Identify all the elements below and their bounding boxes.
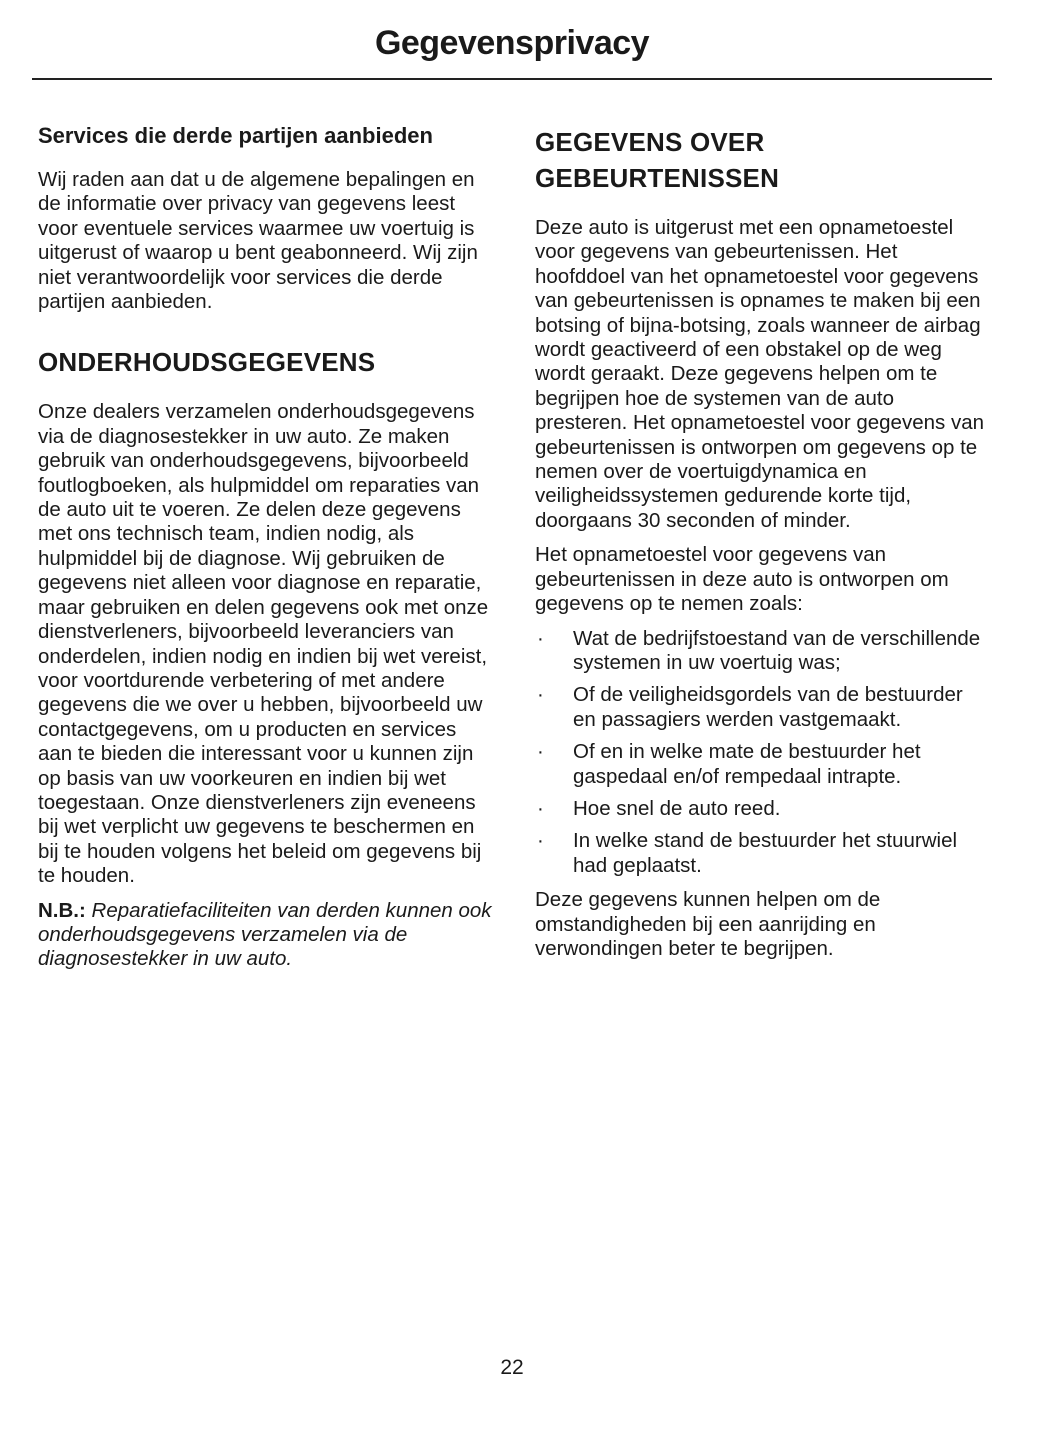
list-item-text: Of de veiligheidsgordels van de bestuurder en passagiers werden vastgemaakt.: [573, 683, 963, 731]
list-item: [535, 797, 987, 821]
event-data-para-1: Deze auto is uitgerust met een opnametoestel voor gegevens van gebeurtenissen. Het hoofddoel van het opnametoestel voor gegevens van gebeurtenissen is opnames te maken bij een botsing of bijna-botsing, zoals wanneer de airbag wordt geactiveerd of een obstakel op de weg wordt geraakt. Deze gegevens helpen om te begrijpen hoe de systemen van de auto presteren. Het opnametoestel voor gegevens van gebeurtenissen is ontworpen om gegevens op te nemen over de voertuigdynamica en veiligheidssystemen gedurende korte tijd, doorgaans 30 seconden of minder.: [535, 216, 984, 532]
bullet-icon: ·: [537, 796, 544, 820]
title-divider: [32, 78, 992, 80]
bullet-icon: ·: [537, 626, 544, 650]
event-data-heading: GEGEVENS OVER GEBEURTENISSEN: [535, 127, 780, 193]
note-label: N.B.:: [38, 898, 86, 922]
right-column: [535, 124, 987, 971]
left-column: [38, 124, 493, 982]
list-item: [535, 627, 987, 676]
list-item-text: Wat de bedrijfstoestand van de verschillende systemen in uw voertuig was;: [573, 626, 981, 674]
event-data-para-3: Deze gegevens kunnen helpen om de omstandigheden bij een aanrijding en verwondingen beter te begrijpen.: [535, 888, 881, 960]
maintenance-data-text: Onze dealers verzamelen onderhoudsgegevens via de diagnosestekker in uw auto. Ze maken gebruik van onderhoudsgegevens, bijvoorbeeld foutlogboeken, als hulpmiddel om reparaties van de auto uit te voeren. Ze delen deze gegevens met ons technisch team, indien nodig, als hulpmiddel bij de diagnose. Wij gebruiken de gegevens niet alleen voor diagnose en reparatie, maar gebruiken en delen gegevens ook met onze dienstverleners, bijvoorbeeld leveranciers van onderdelen, indien nodig en indien bij wet vereist, voor voortdurende verbetering of met andere gegevens die we over u hebben, bijvoorbeeld uw contactgegevens, om u producten en services aan te bieden die interessant voor u kunnen zijn op basis van uw voorkeuren en indien bij wet toegestaan. Onze dienstverleners zijn eveneens bij wet verplicht uw gegevens te beschermen en bij te houden volgens het beleid om gegevens bij te houden.: [38, 400, 489, 888]
list-item: [535, 740, 987, 789]
note-text: Reparatiefaciliteiten van derden kunnen ook onderhoudsgegevens verzamelen via de diagnosestekker in uw auto.: [38, 898, 492, 971]
third-party-services-heading: Services die derde partijen aanbieden: [38, 123, 433, 148]
list-item-text: Hoe snel de auto reed.: [573, 796, 781, 820]
list-item-text: Of en in welke mate de bestuurder het gaspedaal en/of rempedaal intrapte.: [573, 740, 921, 788]
page-number: 22: [500, 1356, 524, 1379]
page-title: Gegevensprivacy: [374, 24, 650, 62]
event-data-para-2: Het opnametoestel voor gegevens van gebeurtenissen in deze auto is ontworpen om gegevens op te nemen zoals:: [535, 543, 949, 616]
list-item: [535, 829, 987, 878]
list-item: [535, 683, 987, 732]
event-data-list: [535, 627, 987, 879]
bullet-icon: ·: [537, 829, 544, 853]
maintenance-data-heading: ONDERHOUDSGEGEVENS: [38, 347, 376, 378]
note: [38, 899, 493, 972]
bullet-icon: ·: [537, 740, 544, 764]
list-item-text: In welke stand de bestuurder het stuurwiel had geplaatst.: [573, 829, 958, 877]
bullet-icon: ·: [537, 683, 544, 707]
third-party-services-text: Wij raden aan dat u de algemene bepalingen en de informatie over privacy van gegevens leest voor eventuele services waarmee uw voertuig is uitgerust of waarop u bent geabonneerd. Wij zijn niet verantwoordelijk voor services die derde partijen aanbieden.: [38, 168, 478, 314]
